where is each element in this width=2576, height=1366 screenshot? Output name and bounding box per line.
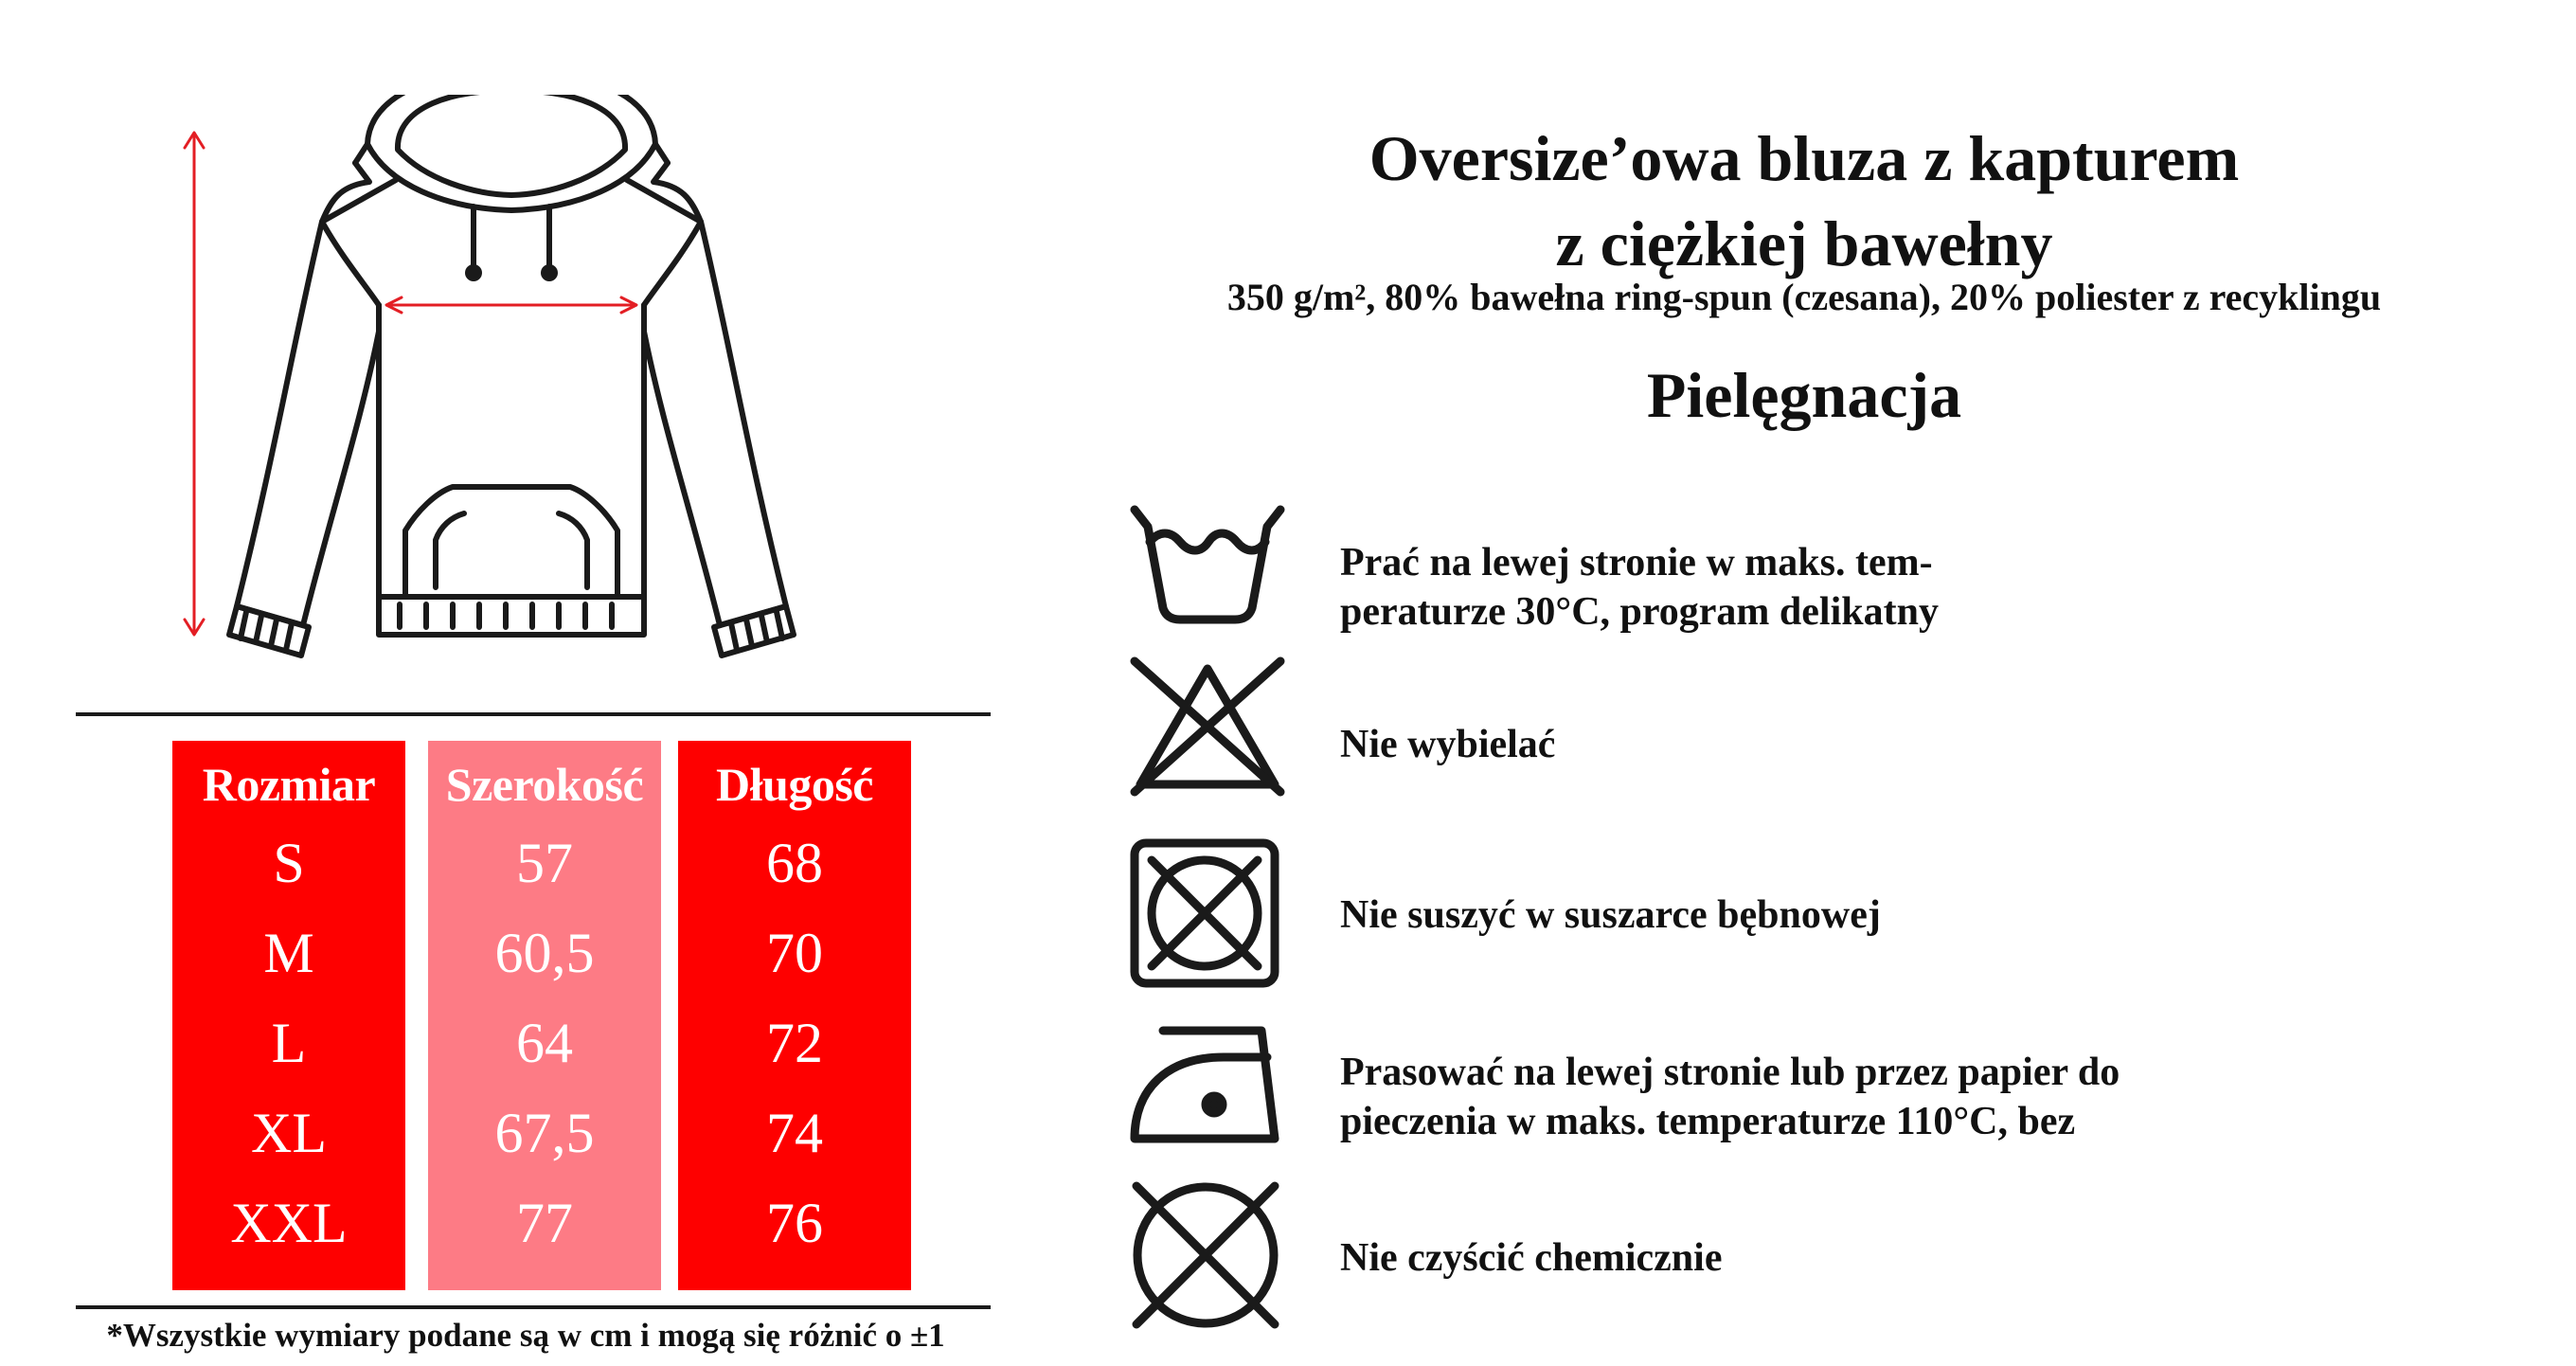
size-cell: M bbox=[263, 922, 314, 984]
table-top-rule bbox=[76, 712, 991, 716]
width-measure-arrow bbox=[386, 297, 636, 313]
width-cell: 64 bbox=[516, 1012, 573, 1074]
hoodie-diagram bbox=[152, 95, 909, 682]
size-cell: L bbox=[271, 1012, 307, 1074]
product-title-line-2: z ciężkiej bawełny bbox=[1555, 207, 2053, 279]
length-cell: 68 bbox=[766, 832, 823, 894]
no-bleach-icon bbox=[1129, 656, 1286, 798]
width-cell: 77 bbox=[516, 1192, 573, 1254]
care-text-iron: Prasować na lewej stronie lub przez papier do pieczenia w maks. temperaturze 110°C, bez bbox=[1340, 1051, 2120, 1143]
width-cell: 67,5 bbox=[494, 1102, 595, 1164]
size-cell: S bbox=[273, 832, 305, 894]
length-cell: 74 bbox=[766, 1102, 823, 1164]
length-cell: 70 bbox=[766, 922, 823, 984]
iron-low-icon bbox=[1129, 1023, 1286, 1146]
product-title-line-1: Oversize’owa bluza z kapturem bbox=[1368, 122, 2240, 194]
size-header: Rozmiar bbox=[202, 758, 376, 811]
width-cell: 57 bbox=[516, 832, 573, 894]
no-dry-clean-icon bbox=[1129, 1178, 1282, 1332]
length-header: Długość bbox=[716, 758, 873, 811]
care-text-no-tumble-dry: Nie suszyć w suszarce bębnowej bbox=[1340, 893, 1881, 937]
drawstrings bbox=[474, 207, 549, 265]
length-column bbox=[678, 741, 911, 1290]
length-cell: 72 bbox=[766, 1012, 823, 1074]
care-text-no-dry-clean: Nie czyścić chemicznie bbox=[1340, 1236, 1723, 1280]
table-bottom-rule bbox=[76, 1305, 991, 1309]
product-material: 350 g/m², 80% bawełna ring-spun (czesana), 20% poliester z recyklingu bbox=[1226, 276, 2382, 318]
left-sleeve bbox=[237, 222, 379, 625]
hem bbox=[379, 597, 644, 635]
wash-30-icon bbox=[1129, 502, 1286, 625]
width-cell: 60,5 bbox=[494, 922, 595, 984]
size-cell: XL bbox=[251, 1102, 327, 1164]
width-column bbox=[428, 741, 661, 1290]
care-text-wash: Prać na lewej stronie w maks. tem- peraturze 30°C, program delikatny bbox=[1340, 541, 1939, 634]
care-text-no-bleach: Nie wybielać bbox=[1340, 723, 1556, 766]
no-tumble-dry-icon bbox=[1129, 837, 1280, 989]
right-sleeve bbox=[644, 222, 786, 625]
hood-opening bbox=[398, 95, 625, 195]
care-heading: Pielęgnacja bbox=[1646, 359, 1962, 431]
measurement-footnote: *Wszystkie wymiary podane są w cm i mogą się różnić o ±1 bbox=[106, 1317, 945, 1354]
length-measure-arrow bbox=[185, 133, 204, 635]
width-header: Szerokość bbox=[445, 758, 644, 811]
length-cell: 76 bbox=[766, 1192, 823, 1254]
size-column bbox=[172, 741, 405, 1290]
size-cell: XXL bbox=[230, 1192, 348, 1254]
